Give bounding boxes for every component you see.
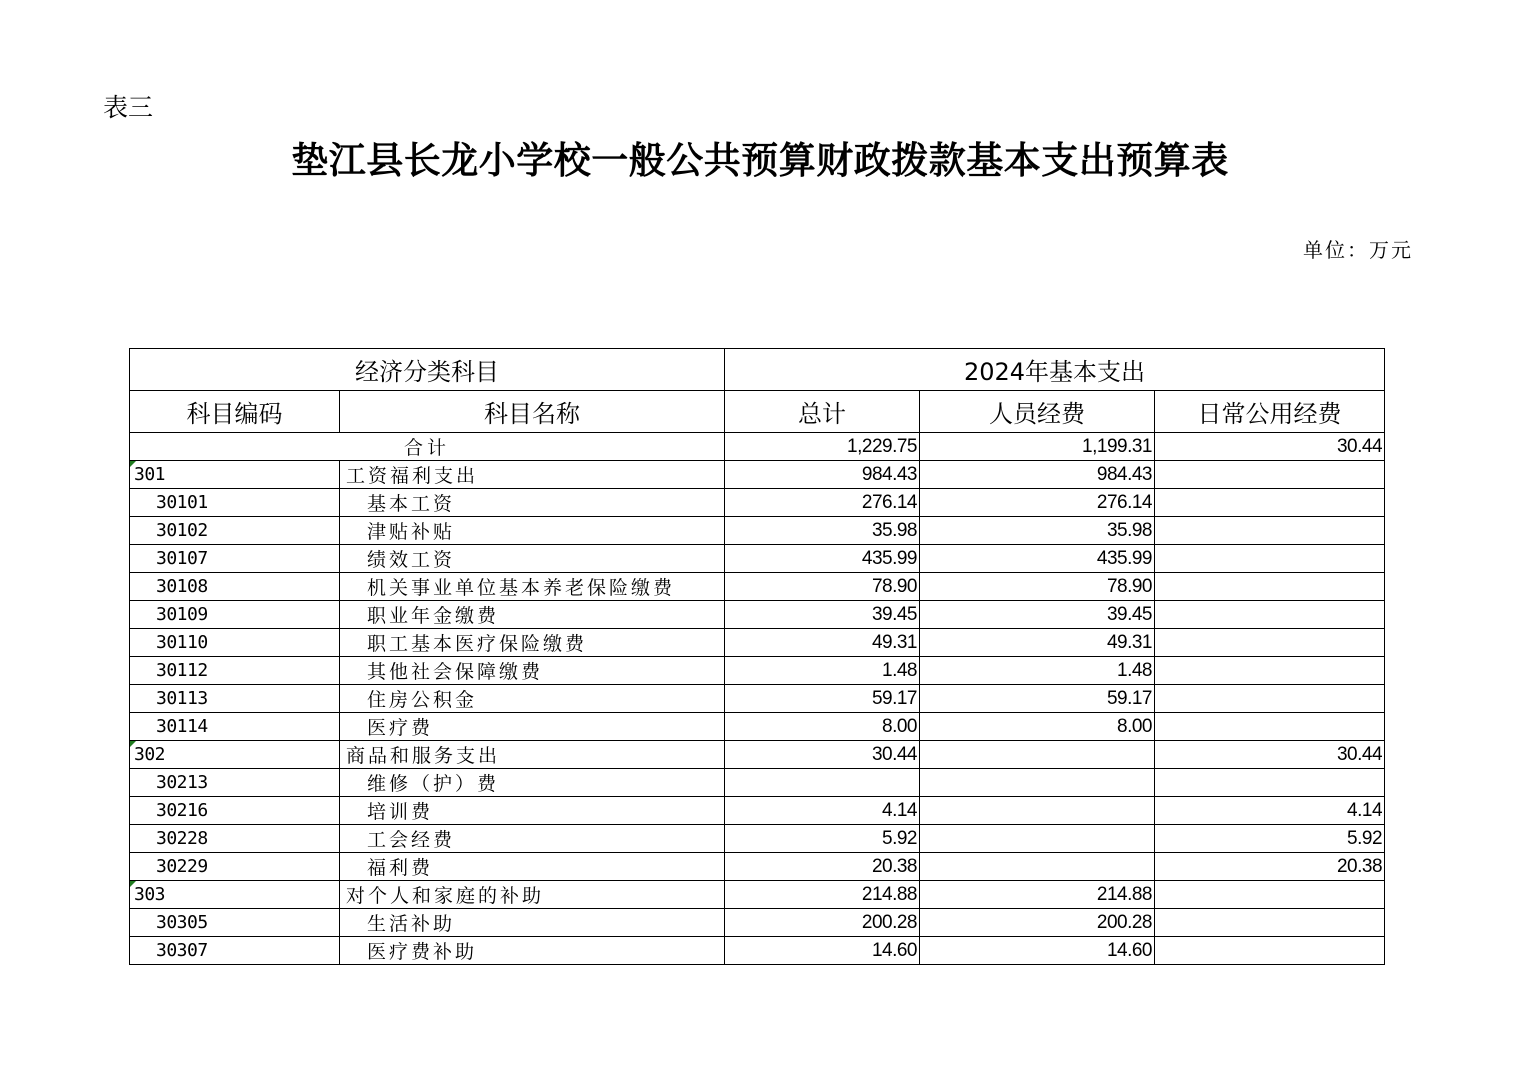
table-row <box>130 489 1385 517</box>
row-total: 39.45 <box>725 601 920 629</box>
row-name: 职工基本医疗保险缴费 <box>340 629 725 657</box>
row-code: 302 <box>130 741 340 769</box>
table-row <box>130 601 1385 629</box>
row-code: 30305 <box>130 909 340 937</box>
unit-label: 单位：万元 <box>1303 238 1413 262</box>
row-personnel: 276.14 <box>920 489 1155 517</box>
header-basic-expenditure: 2024年基本支出 <box>725 349 1385 391</box>
total-public: 30.44 <box>1155 433 1385 461</box>
table-row <box>130 853 1385 881</box>
table-label: 表三 <box>103 93 154 122</box>
table-row <box>130 461 1385 489</box>
row-public <box>1155 601 1385 629</box>
row-name: 其他社会保障缴费 <box>340 657 725 685</box>
table-row <box>130 713 1385 741</box>
row-total: 8.00 <box>725 713 920 741</box>
row-total: 200.28 <box>725 909 920 937</box>
row-total: 5.92 <box>725 825 920 853</box>
row-code: 30213 <box>130 769 340 797</box>
row-public <box>1155 881 1385 909</box>
row-total: 35.98 <box>725 517 920 545</box>
row-name: 培训费 <box>340 797 725 825</box>
row-total: 20.38 <box>725 853 920 881</box>
row-total: 49.31 <box>725 629 920 657</box>
row-personnel: 1.48 <box>920 657 1155 685</box>
header-economic-classification: 经济分类科目 <box>130 349 725 391</box>
row-personnel <box>920 741 1155 769</box>
row-personnel: 78.90 <box>920 573 1155 601</box>
row-public: 5.92 <box>1155 825 1385 853</box>
row-personnel: 8.00 <box>920 713 1155 741</box>
row-total: 4.14 <box>725 797 920 825</box>
row-personnel: 59.17 <box>920 685 1155 713</box>
row-total: 276.14 <box>725 489 920 517</box>
row-code: 30107 <box>130 545 340 573</box>
row-code: 30102 <box>130 517 340 545</box>
row-public <box>1155 769 1385 797</box>
row-name: 基本工资 <box>340 489 725 517</box>
row-personnel: 14.60 <box>920 937 1155 965</box>
row-public <box>1155 629 1385 657</box>
row-name: 医疗费补助 <box>340 937 725 965</box>
row-public <box>1155 489 1385 517</box>
row-public <box>1155 545 1385 573</box>
row-public <box>1155 657 1385 685</box>
row-code: 30113 <box>130 685 340 713</box>
table-row <box>130 797 1385 825</box>
row-public <box>1155 517 1385 545</box>
row-code: 303 <box>130 881 340 909</box>
row-code: 30307 <box>130 937 340 965</box>
table-row <box>130 881 1385 909</box>
header-personnel: 人员经费 <box>920 391 1155 433</box>
header-public: 日常公用经费 <box>1155 391 1385 433</box>
row-name: 维修（护）费 <box>340 769 725 797</box>
row-name: 绩效工资 <box>340 545 725 573</box>
row-total: 78.90 <box>725 573 920 601</box>
row-name: 医疗费 <box>340 713 725 741</box>
row-name: 机关事业单位基本养老保险缴费 <box>340 573 725 601</box>
total-label: 合计 <box>130 433 725 461</box>
row-public: 4.14 <box>1155 797 1385 825</box>
header-name: 科目名称 <box>340 391 725 433</box>
row-personnel <box>920 825 1155 853</box>
row-name: 住房公积金 <box>340 685 725 713</box>
row-public <box>1155 713 1385 741</box>
row-personnel: 984.43 <box>920 461 1155 489</box>
total-total: 1,229.75 <box>725 433 920 461</box>
row-code: 30109 <box>130 601 340 629</box>
row-personnel: 39.45 <box>920 601 1155 629</box>
table-row <box>130 909 1385 937</box>
row-personnel <box>920 769 1155 797</box>
row-total: 30.44 <box>725 741 920 769</box>
row-personnel: 49.31 <box>920 629 1155 657</box>
table-row <box>130 825 1385 853</box>
row-name: 工资福利支出 <box>340 461 725 489</box>
row-public <box>1155 461 1385 489</box>
header-column-row <box>130 391 1385 433</box>
row-code: 30114 <box>130 713 340 741</box>
row-total: 435.99 <box>725 545 920 573</box>
row-total: 59.17 <box>725 685 920 713</box>
row-public: 30.44 <box>1155 741 1385 769</box>
row-code: 30110 <box>130 629 340 657</box>
row-personnel: 200.28 <box>920 909 1155 937</box>
total-row <box>130 433 1385 461</box>
table-row <box>130 937 1385 965</box>
table-row <box>130 685 1385 713</box>
row-code: 30101 <box>130 489 340 517</box>
table-row <box>130 657 1385 685</box>
row-code: 30112 <box>130 657 340 685</box>
row-code: 30229 <box>130 853 340 881</box>
row-name: 商品和服务支出 <box>340 741 725 769</box>
row-personnel: 435.99 <box>920 545 1155 573</box>
row-name: 工会经费 <box>340 825 725 853</box>
table-row <box>130 517 1385 545</box>
row-personnel <box>920 853 1155 881</box>
total-personnel: 1,199.31 <box>920 433 1155 461</box>
row-total <box>725 769 920 797</box>
page-title: 垫江县长龙小学校一般公共预算财政拨款基本支出预算表 <box>291 138 1229 182</box>
header-total: 总计 <box>725 391 920 433</box>
row-code: 30228 <box>130 825 340 853</box>
row-personnel <box>920 797 1155 825</box>
table-row <box>130 545 1385 573</box>
row-total: 984.43 <box>725 461 920 489</box>
header-code: 科目编码 <box>130 391 340 433</box>
row-name: 对个人和家庭的补助 <box>340 881 725 909</box>
row-total: 14.60 <box>725 937 920 965</box>
table-row <box>130 629 1385 657</box>
row-public <box>1155 937 1385 965</box>
row-code: 30108 <box>130 573 340 601</box>
row-name: 职业年金缴费 <box>340 601 725 629</box>
row-name: 生活补助 <box>340 909 725 937</box>
header-group-row <box>130 349 1385 391</box>
row-total: 214.88 <box>725 881 920 909</box>
row-personnel: 214.88 <box>920 881 1155 909</box>
row-public <box>1155 909 1385 937</box>
table-row <box>130 741 1385 769</box>
row-personnel: 35.98 <box>920 517 1155 545</box>
row-public <box>1155 573 1385 601</box>
row-code: 301 <box>130 461 340 489</box>
row-name: 津贴补贴 <box>340 517 725 545</box>
row-code: 30216 <box>130 797 340 825</box>
row-total: 1.48 <box>725 657 920 685</box>
table-row <box>130 573 1385 601</box>
row-public: 20.38 <box>1155 853 1385 881</box>
row-name: 福利费 <box>340 853 725 881</box>
budget-table <box>129 348 1385 965</box>
table-row <box>130 769 1385 797</box>
row-public <box>1155 685 1385 713</box>
